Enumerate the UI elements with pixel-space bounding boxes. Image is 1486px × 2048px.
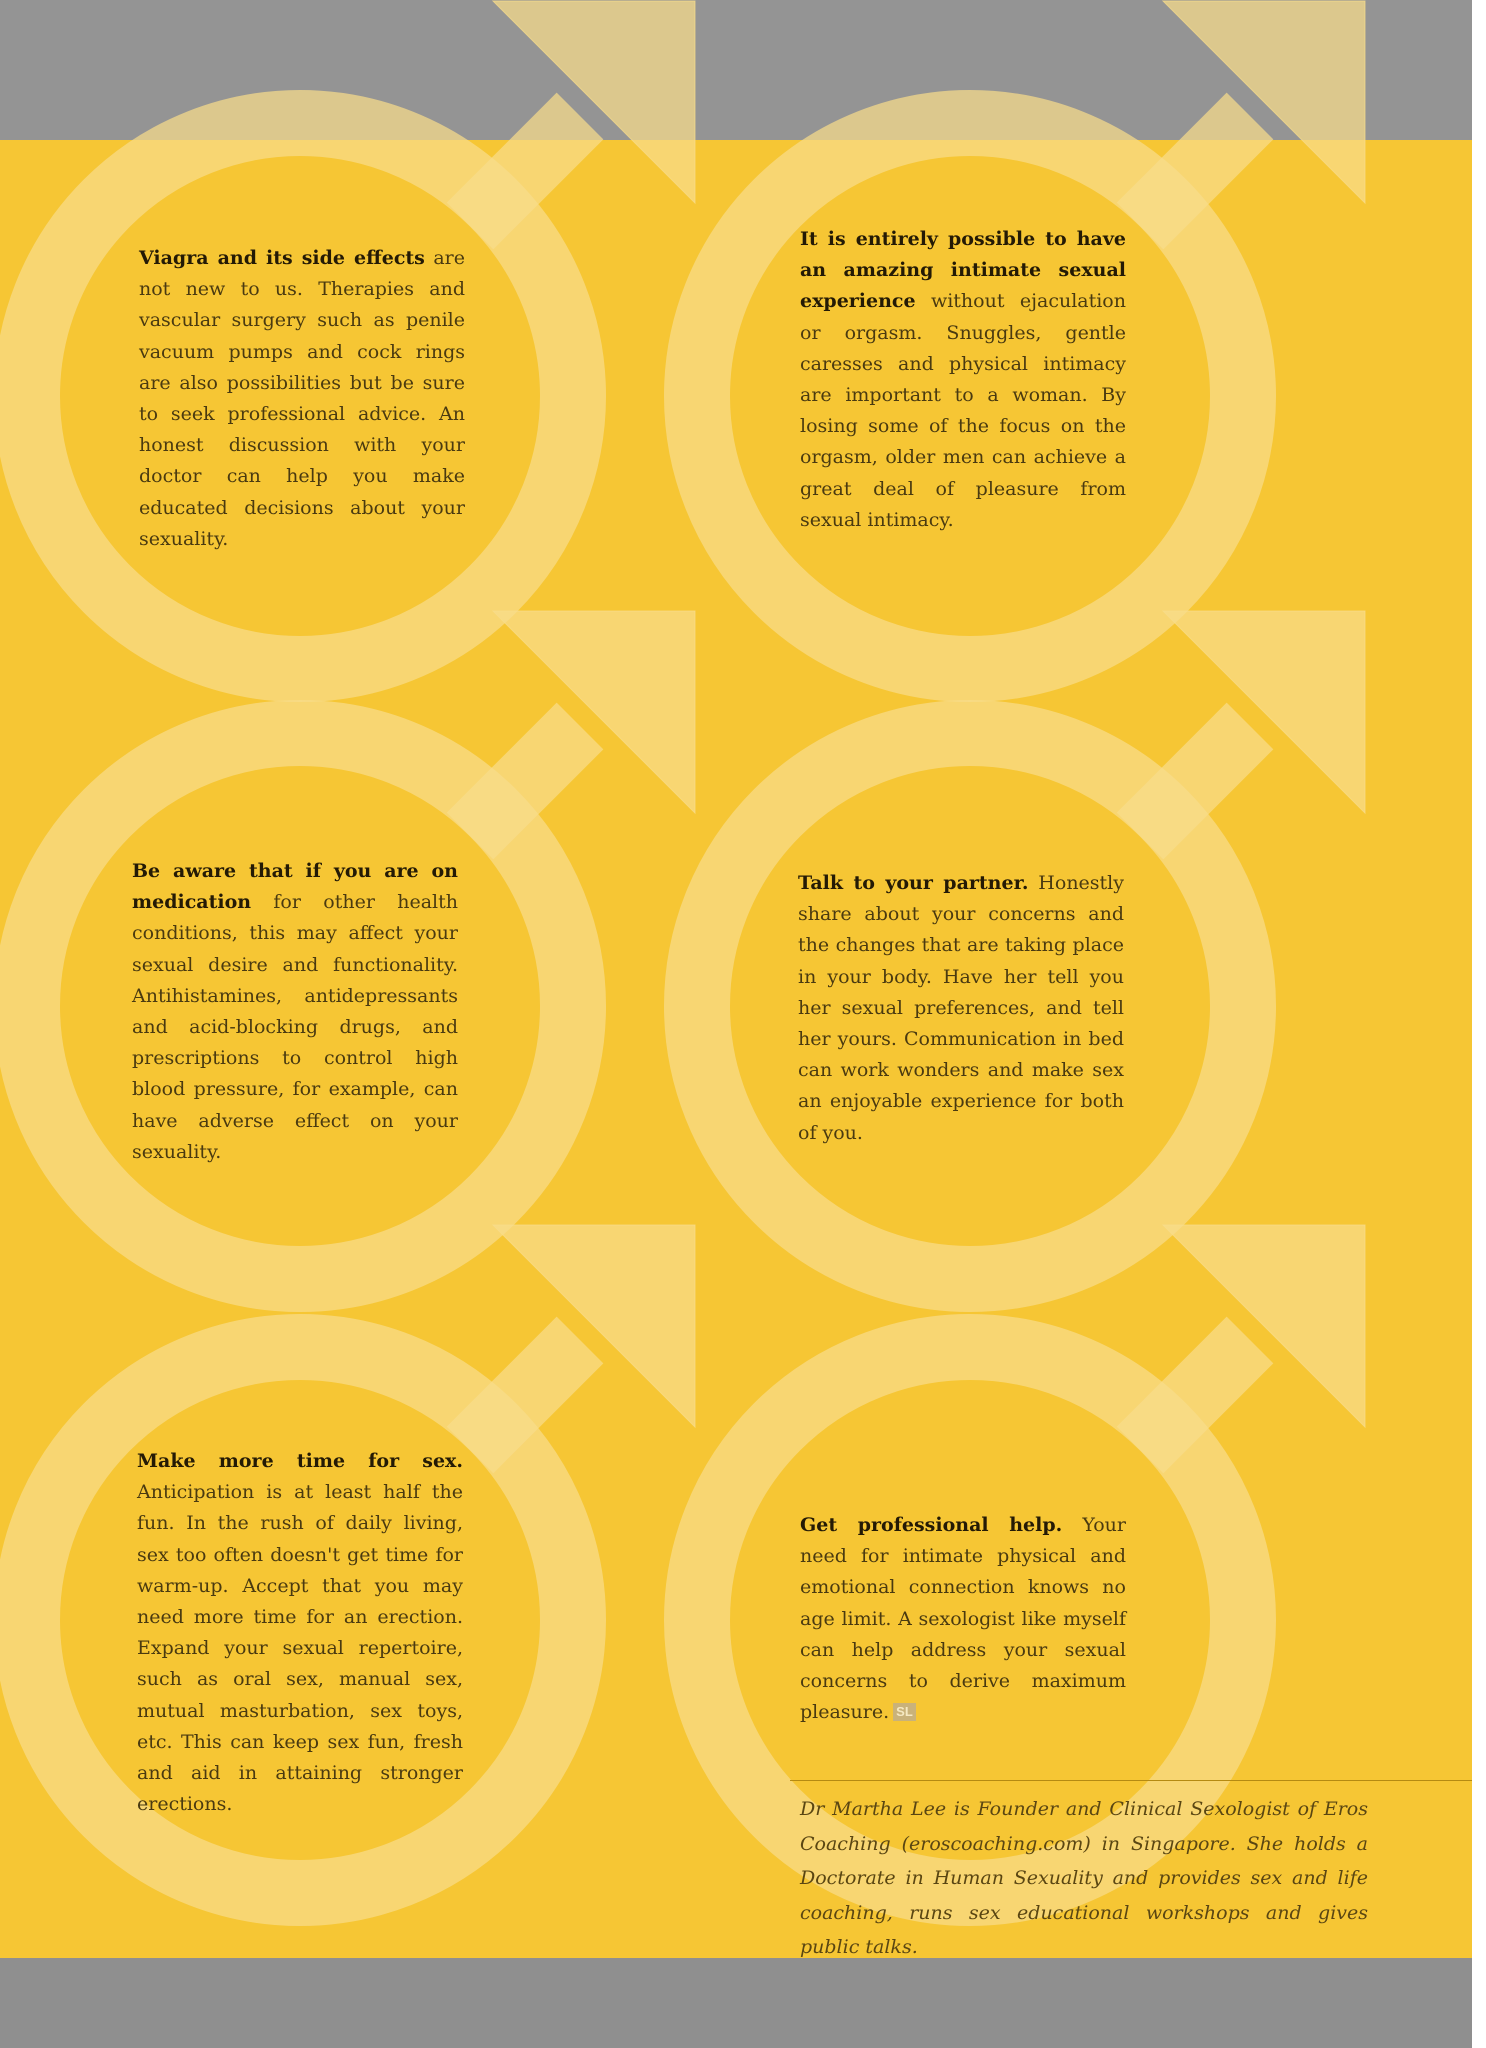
tip-intimacy (800, 224, 1126, 536)
tip-heading: Get professional help. (800, 1514, 1063, 1536)
tip-heading: Make more time for sex. (137, 1450, 463, 1472)
tip-body: without ejaculation or orgasm. Snuggles, gentle caresses and physical intimacy are important to a woman. By losing some of the focus on the orgasm, older men can achieve a great deal of pleasure from sexual intimacy. (800, 290, 1126, 531)
tip-body: Anticipation is at least half the fun. In the rush of daily living, sex too often doesn't get time for warm-up. Accept that you may need more time for an erection. Expand your sexual repertoire, such as oral sex, manual sex, mutual masturbation, sex toys, etc. This can keep sex fun, fresh and aid in attaining stronger erections. (137, 1481, 463, 1816)
bio-divider (790, 1780, 1472, 1781)
tip-body: are not new to us. Therapies and vascular surgery such as penile vacuum pumps and cock rings are also possibilities but be sure to seek professional advice. An honest discussion with your doctor can help you make educated decisions about your sexuality. (139, 247, 465, 550)
tip-body: for other health conditions, this may affect your sexual desire and functionality. Antihistamines, antidepressants and acid-blocking drugs, and prescriptions to control high blood pressure, for example, can have adverse effect on your sexuality. (132, 891, 458, 1163)
tip-heading: It is entirely possible to have an amazing intimate sexual experience (800, 228, 1126, 313)
tip-professional-help (800, 1510, 1126, 1728)
tip-heading: Talk to your partner. (798, 872, 1029, 894)
tip-heading: Be aware that if you are on medication (132, 860, 458, 914)
tip-viagra (139, 243, 465, 555)
author-bio: Dr Martha Lee is Founder and Clinical Sexologist of Eros Coaching (eroscoaching.com) in Singapore. She holds a Doctorate in Human Sexuality and provides sex and life coaching, runs sex educational workshops and gives public talks. (800, 1798, 1368, 1958)
tip-body: Your need for intimate physical and emotional connection knows no age limit. A sexologist like myself can help address your sexual concerns to derive maximum pleasure. (800, 1514, 1126, 1724)
tip-more-time (137, 1446, 463, 1820)
tip-heading: Viagra and its side effects (139, 247, 425, 269)
tip-partner (798, 868, 1124, 1149)
tip-medication (132, 856, 458, 1168)
tip-body: Honestly share about your concerns and the changes that are taking place in your body. Have her tell you her sexual preferences, and tell her yours. Communication in bed can work wonders and make sex an enjoyable experience for both of you. (798, 872, 1124, 1144)
end-mark: SL (893, 1703, 916, 1721)
